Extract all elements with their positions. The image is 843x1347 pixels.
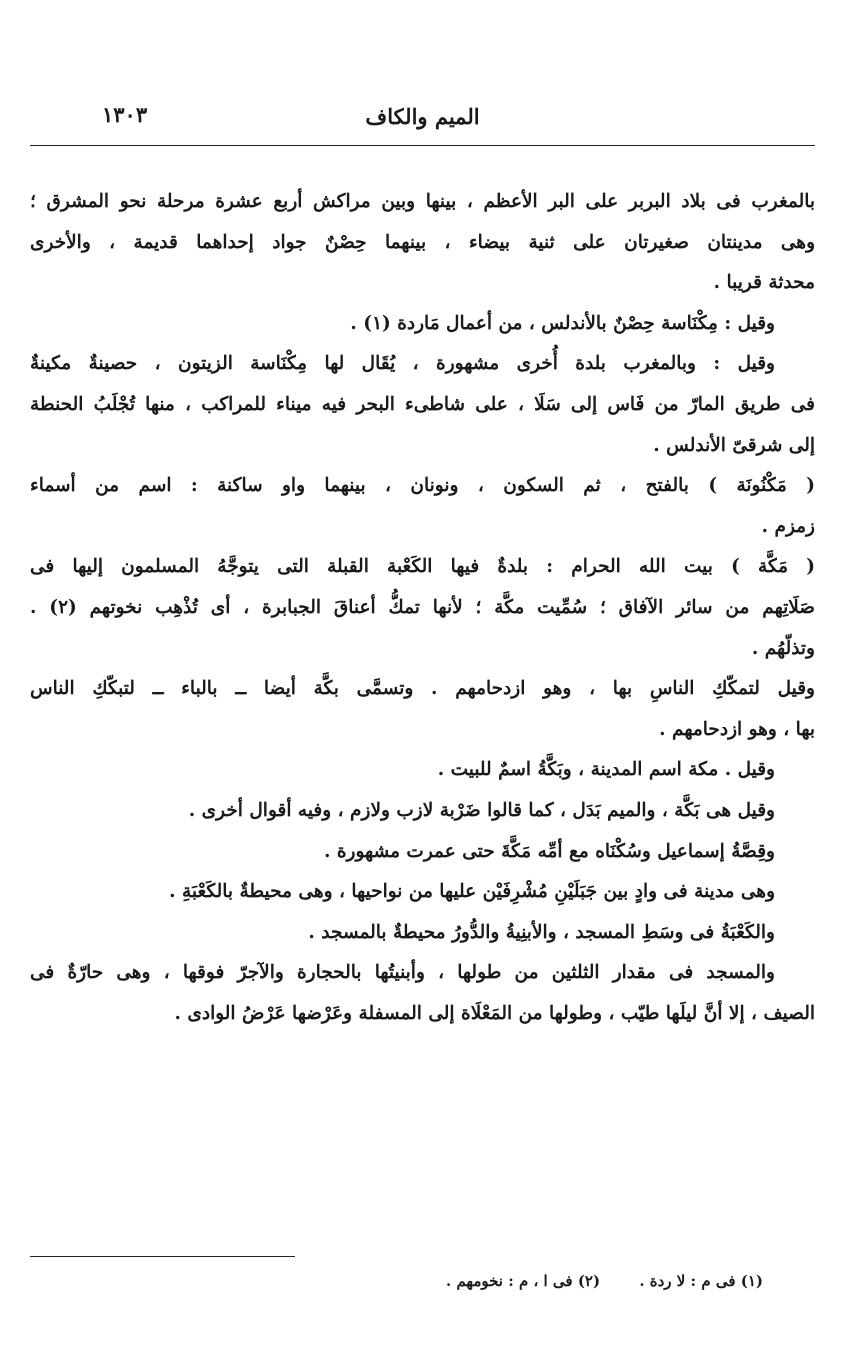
text-line: بالمغرب فى بلاد البربر على البر الأعظم ، بينها وبين مراكش أربع عشرة مرحلة نحو المشرق ؛ <box>30 191 815 212</box>
text-line: محدثة قريبا . <box>713 272 815 294</box>
text-line: صَلَاتِهم من سائر الآفاق ؛ سُمِّيت مكَّة ؛ لأنها تمكُّ أعناقَ الجبابرة ، أى تُذْهِب نخوتهم (٢) . <box>30 596 815 618</box>
text-line: وقيل لتمكّكِ الناسِ بها ، وهو ازدحامهم . وتسمَّى بكَّة أيضا ــ بالباء ــ لتبكّكِ الناس <box>30 678 815 700</box>
text-line: وقيل . مكة اسم المدينة ، وبَكَّةُ اسمٌ للبيت . <box>437 759 775 781</box>
text-line: وقيل : وبالمغرب بلدة أُخرى مشهورة ، يُقَال لها مِكْنَاسة الزيتون ، حصينةٌ مكينةٌ <box>30 353 775 375</box>
text-line: والمسجد فى مقدار الثلثين من طولها ، وأبنيتُها بالحجارة والآجرّ فوقها ، وهى حارّةٌ فى <box>30 962 775 984</box>
page-number: ١٣٠٣ <box>102 102 148 127</box>
text-line: ( مَكْنُونَة ) بالفتح ، ثم السكون ، ونونان ، بينهما واو ساكنة : اسم من أسماء <box>30 475 815 497</box>
text-line: وهى مدينة فى وادٍ بين جَبَلَيْنِ مُشْرِفَيْن عليها من نواحيها ، وهى محيطةٌ بالكَعْبَةِ . <box>169 881 775 903</box>
text-line: والكَعْبَةُ فى وسَطِ المسجد ، والأبنِيةُ والدُّورُ محيطةٌ بالمسجد . <box>308 921 775 943</box>
document-page <box>30 0 815 1347</box>
footnotes <box>446 1272 763 1290</box>
page-header <box>30 98 815 138</box>
header-rule <box>30 145 815 146</box>
text-line: وقيل : مِكْنَاسة حِصْنٌ بالأندلس ، من أعمال مَاردة (١) . <box>350 312 775 334</box>
text-line: فى طريق المارّ من فَاس إلى سَلَا ، على شاطىء البحر فيه ميناء للمراكب ، منها تُجْلَبُ الحنطة <box>30 393 815 415</box>
text-line: إلى شرقىّ الأندلس . <box>653 434 815 456</box>
footnote-1: (١) فى م : لا ردة . <box>639 1272 763 1290</box>
text-line: وهى مدينتان صغيرتان على ثنية بيضاء ، بينهما حِصْنٌ جواد إحداهما قديمة ، والأخرى <box>30 231 815 253</box>
text-line: بها ، وهو ازدحامهم . <box>659 718 815 740</box>
footnote-2: (٢) فى ا ، م : نخومهم . <box>446 1272 601 1290</box>
text-line: الصيف ، إلا أنَّ ليلَها طيّب ، وطولها من المَعْلَاة إلى المسفلة وعَرْضها عَرْضُ الوادى . <box>174 1002 815 1024</box>
text-line: وتذلّهُم . <box>751 637 815 659</box>
footnote-rule <box>30 1256 295 1257</box>
running-title: الميم والكاف <box>365 104 480 129</box>
text-line: زمزم . <box>761 515 815 537</box>
text-line: وقيل هى بَكَّة ، والميم بَدَل ، كما قالوا ضَرْبة لازب ولازم ، وفيه أقوال أخرى . <box>188 799 775 821</box>
text-line: وقِصَّةُ إسماعيل وسُكْنَاه مع أمِّه مَكَّةَ حتى عمرت مشهورة . <box>323 840 775 862</box>
body-text <box>30 182 815 1034</box>
text-line: ( مَكَّة ) بيت الله الحرام : بلدةٌ فيها الكَعْبة القبلة التى يتوجَّهُ المسلمون إليها فى <box>30 556 815 578</box>
